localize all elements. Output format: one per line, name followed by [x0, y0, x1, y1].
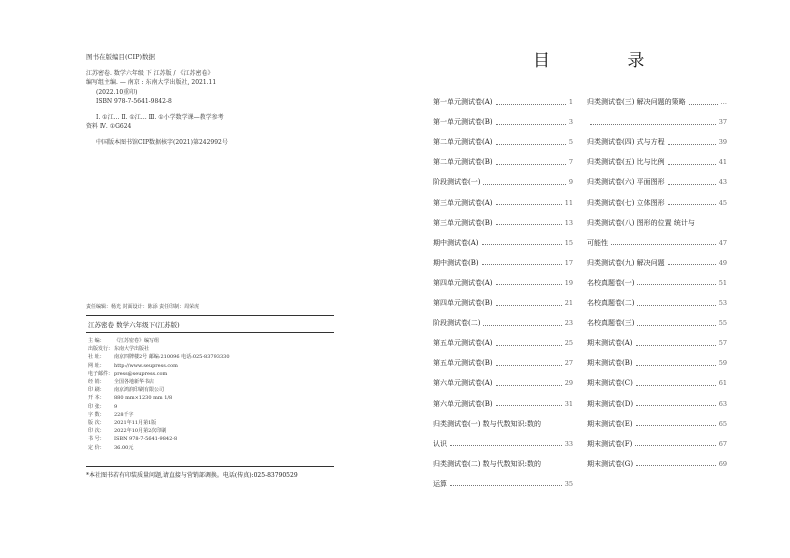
cip-line: ISBN 978-7-5641-9842-8 [96, 98, 172, 105]
toc-leader [496, 164, 566, 165]
toc-entry[interactable] [587, 95, 727, 109]
detail-label: 主 编： [88, 338, 105, 344]
toc-entry-title: 期末测试卷(A) [587, 339, 633, 348]
toc-entry-title: 期末测试卷(D) [587, 399, 634, 408]
toc-page-number: 69 [718, 459, 727, 468]
divider [86, 466, 334, 467]
detail-label: 开 本： [88, 395, 105, 402]
toc-entry-title: 第六单元测试卷(B) [433, 399, 493, 408]
toc-entry[interactable] [587, 296, 727, 310]
toc-entry[interactable] [587, 397, 727, 411]
detail-label: 印 次： [88, 428, 105, 435]
detail-value: 36.00元 [114, 444, 134, 451]
toc-leader [496, 204, 562, 205]
toc-page-number: 25 [564, 339, 573, 348]
toc-entry-title: 期末测试卷(G) [587, 459, 634, 468]
toc-entry[interactable] [587, 376, 727, 390]
cip-library-record: 中国版本图书馆CIP数据核字(2021)第242992号 [96, 138, 228, 146]
toc-entry-title: 认识 [433, 439, 447, 448]
divider [86, 332, 334, 333]
detail-value: 《江苏密卷》编写组 [114, 338, 160, 344]
detail-label: 印 刷： [88, 387, 105, 394]
toc-page-number: 39 [718, 138, 727, 147]
toc-page-number: 55 [718, 319, 727, 328]
toc-entry-title: 期中测试卷(A) [433, 238, 479, 247]
detail-value: 东南大学出版社 [114, 346, 150, 353]
detail-value: ISBN 978-7-5641-9842-8 [114, 436, 178, 443]
toc-entry[interactable] [587, 236, 727, 250]
detail-value: 南京鸿润印刷有限公司 [114, 387, 165, 394]
toc-entry-title: 归类测试卷(六) 平面图形 [587, 178, 665, 187]
toc-page-number: 13 [564, 218, 573, 227]
toc-entry-title: 第二单元测试卷(B) [433, 158, 493, 167]
toc-page-number: 63 [718, 399, 727, 408]
toc-entry-title: 第三单元测试卷(A) [433, 198, 493, 207]
detail-value: 228千字 [114, 411, 134, 418]
toc-leader [611, 244, 716, 245]
cip-classification: 资料 Ⅳ. ①G624 [86, 123, 132, 130]
toc-page-number: 3 [568, 118, 573, 127]
detail-value: 2021年11月第1版 [114, 420, 157, 427]
detail-row [88, 435, 230, 443]
toc-page-number: 47 [718, 238, 727, 247]
toc-leader [482, 244, 562, 245]
toc-entry-title: 期中测试卷(B) [433, 258, 479, 267]
toc-entry[interactable] [587, 216, 727, 230]
detail-row [88, 337, 230, 345]
toc-page-number: 19 [564, 278, 573, 287]
toc-entry-title: 第五单元测试卷(B) [433, 359, 493, 368]
toc-page-number: 21 [564, 299, 573, 307]
toc-page-number: 59 [718, 359, 727, 368]
toc-entry-title: 归类测试卷(二) 数与代数知识:数的 [433, 459, 542, 468]
toc-entry[interactable] [587, 336, 727, 350]
toc-leader [668, 264, 716, 265]
detail-row [88, 378, 230, 386]
detail-row [88, 394, 230, 402]
detail-row [88, 427, 230, 435]
detail-label: 电子邮件： [88, 370, 114, 377]
toc-entry[interactable] [433, 437, 573, 451]
toc-entry[interactable] [587, 115, 727, 129]
toc-entry[interactable] [587, 356, 727, 370]
toc-leader [450, 485, 562, 486]
detail-row [88, 403, 230, 411]
detail-row [88, 419, 230, 427]
detail-value: http://www.seupress.com [114, 362, 178, 369]
toc-leader [635, 445, 715, 446]
toc-entry[interactable] [433, 457, 573, 471]
toc-entry[interactable] [587, 457, 727, 471]
toc-entry-title: 归类测试卷(九) 解决问题 [587, 258, 665, 267]
editor-credits: 责任编辑：杨光 封面设计：陈添 责任印制：周荣虎 [86, 304, 200, 310]
toc-entry-title: 第二单元测试卷(A) [433, 138, 493, 147]
toc-entry[interactable] [433, 417, 573, 431]
toc-entry-title: 期末测试卷(E) [587, 419, 633, 428]
detail-row [88, 345, 230, 353]
toc-entry[interactable] [433, 336, 573, 350]
toc-entry-title: 第四单元测试卷(A) [433, 278, 493, 287]
toc-entry[interactable] [433, 135, 573, 149]
detail-label: 社 址： [88, 354, 105, 361]
toc-page-number: 53 [718, 299, 727, 307]
toc-entry-title: 归类测试卷(三) 解决问题的策略 [587, 98, 686, 106]
detail-label: 印 张： [88, 403, 105, 410]
toc-page-number: 35 [564, 479, 573, 488]
toc-leader [496, 405, 562, 406]
cip-line: 江苏密卷. 数学六年级 下 江苏版 / 《江苏密卷》 [86, 69, 214, 77]
toc-page-number: 5 [568, 138, 573, 147]
toc-leader [496, 345, 562, 346]
toc-leader [637, 284, 715, 285]
toc-entry[interactable] [587, 437, 727, 451]
toc-page-number: 15 [564, 238, 573, 247]
toc-page-number: 27 [564, 359, 573, 368]
toc-page-number: 57 [718, 339, 727, 348]
toc-page-number: 65 [718, 419, 727, 428]
detail-value: 全国各地新华书店 [114, 379, 155, 386]
toc-leader [668, 144, 716, 145]
detail-row [88, 411, 230, 419]
toc-entry-title: 名校真题卷(二) [587, 299, 635, 307]
quality-notice: *本社图书若有印装质量问题,请直接与营销部调换。电话(传真):025-83790529 [86, 472, 298, 479]
detail-label: 版 次： [88, 420, 105, 427]
toc-entry[interactable] [433, 316, 573, 330]
toc-entry-title: 期末测试卷(F) [587, 439, 633, 448]
toc-entry-title: 期末测试卷(C) [587, 379, 633, 388]
toc-entry-title: 第五单元测试卷(A) [433, 339, 493, 348]
toc-entry-title: 第一单元测试卷(A) [433, 98, 493, 106]
toc-entry-title: 名校真题卷(三) [587, 319, 635, 328]
publication-details [88, 337, 230, 452]
toc-entry-title: 期末测试卷(B) [587, 359, 633, 368]
detail-label: 定 价： [88, 444, 105, 451]
toc-entry[interactable] [587, 417, 727, 431]
toc-leader [483, 184, 565, 185]
toc-leader [496, 284, 562, 285]
toc-leader [636, 405, 716, 406]
detail-row [88, 353, 230, 361]
toc-page-number: 7 [568, 158, 573, 167]
toc-entry[interactable] [433, 115, 573, 129]
toc-leader [668, 184, 716, 185]
toc-leader [496, 144, 566, 145]
toc-leader [636, 425, 716, 426]
toc-title: 目 录 [533, 51, 681, 71]
toc-page-number: 41 [718, 158, 727, 167]
detail-label: 网 址： [88, 362, 105, 369]
toc-entry[interactable] [433, 155, 573, 169]
toc-entry[interactable] [433, 196, 573, 210]
toc-entry[interactable] [433, 477, 573, 491]
toc-leader [636, 345, 716, 346]
toc-leader [496, 385, 562, 386]
toc-entry[interactable] [433, 175, 573, 189]
toc-leader [483, 325, 561, 326]
detail-row [88, 362, 230, 370]
toc-entry[interactable] [433, 236, 573, 250]
toc-leader [450, 445, 562, 446]
toc-page-number: 33 [564, 439, 573, 448]
toc-entry-title: 可能性 [587, 238, 608, 247]
toc-leader [637, 325, 715, 326]
divider [86, 315, 334, 316]
detail-row [88, 386, 230, 394]
detail-row [88, 444, 230, 452]
toc-entry[interactable] [433, 356, 573, 370]
toc-page-number: 23 [564, 319, 573, 328]
toc-entry-title: 归类测试卷(八) 图形的位置 统计与 [587, 218, 695, 227]
detail-row [88, 370, 230, 378]
toc-page-number: 31 [564, 399, 573, 408]
detail-label: 经 销： [88, 379, 105, 386]
toc-entry-title: 归类测试卷(七) 立体图形 [587, 198, 665, 207]
toc-entry-title: 阶段测试卷(一) [433, 178, 481, 187]
toc-page-number: … [720, 98, 727, 106]
toc-leader [636, 365, 716, 366]
cip-line: (2022.10重印) [96, 88, 138, 96]
toc-leader [590, 124, 716, 125]
toc-entry-title: 第一单元测试卷(B) [433, 118, 493, 127]
toc-leader [636, 465, 716, 466]
toc-entry[interactable] [587, 256, 727, 270]
cip-classification: Ⅰ. ①江… Ⅱ. ①江… Ⅲ. ①小学数学课—教学参考 [96, 113, 224, 121]
toc-page-number: 49 [718, 258, 727, 267]
detail-value: 2022年10月第2次印刷 [114, 428, 167, 435]
toc-entry[interactable] [587, 316, 727, 330]
detail-value: 南京四牌楼2号 邮编:210096 电话:025-83793330 [114, 354, 230, 361]
toc-entry[interactable] [587, 175, 727, 189]
toc-entry[interactable] [587, 155, 727, 169]
toc-entry-title: 归类测试卷(四) 式与方程 [587, 138, 665, 147]
detail-value: press@seupress.com [114, 370, 168, 377]
detail-label: 出版发行： [88, 346, 114, 353]
toc-entry[interactable] [433, 276, 573, 290]
toc-leader [689, 104, 718, 105]
cip-title: 图书在版编目(CIP)数据 [86, 53, 155, 61]
toc-leader [496, 104, 566, 105]
toc-page-number: 29 [564, 379, 573, 388]
cip-block [86, 53, 296, 147]
toc-page-number: 37 [718, 118, 727, 127]
toc-page-number: 45 [718, 198, 727, 207]
toc-entry[interactable] [587, 135, 727, 149]
toc-page-number: 17 [564, 258, 573, 267]
toc-entry[interactable] [433, 376, 573, 390]
toc-entry[interactable] [587, 276, 727, 290]
toc-entry[interactable] [433, 216, 573, 230]
detail-value: 9 [114, 403, 118, 410]
toc-page-number: 1 [568, 98, 573, 106]
cip-line: 编写组主编. — 南京 : 东南大学出版社, 2021.11 [86, 79, 217, 86]
toc-page-number: 11 [564, 198, 573, 207]
toc-leader [637, 305, 715, 306]
book-title: 江苏密卷 数学六年级下(江苏版) [88, 321, 180, 329]
toc-entry[interactable] [587, 196, 727, 210]
toc-leader [482, 264, 562, 265]
toc-entry-title: 第六单元测试卷(A) [433, 379, 493, 388]
toc-leader [668, 204, 716, 205]
toc-entry-title: 第四单元测试卷(B) [433, 299, 493, 307]
toc-entry[interactable] [433, 95, 573, 109]
toc-entry[interactable] [433, 397, 573, 411]
toc-entry-title: 运算 [433, 479, 447, 488]
toc-page-number: 43 [718, 178, 727, 187]
toc-entry-title: 第三单元测试卷(B) [433, 218, 493, 227]
toc-page-number: 51 [718, 278, 727, 287]
toc-page [395, 0, 790, 558]
toc-page-number: 67 [718, 439, 727, 448]
toc-leader [496, 224, 562, 225]
detail-value: 880 mm×1230 mm 1/8 [114, 395, 173, 402]
toc-entry[interactable] [433, 296, 573, 310]
detail-label: 书 号： [88, 436, 105, 443]
toc-leader [668, 164, 716, 165]
toc-entry-title: 归类测试卷(五) 比与比例 [587, 158, 665, 167]
detail-label: 字 数： [88, 411, 105, 418]
toc-page-number: 61 [718, 379, 727, 388]
toc-page-number: 9 [568, 178, 573, 187]
toc-leader [496, 305, 562, 306]
toc-leader [636, 385, 716, 386]
toc-leader [496, 124, 566, 125]
toc-entry-title: 阶段测试卷(二) [433, 319, 481, 328]
toc-entry-title: 名校真题卷(一) [587, 278, 635, 287]
toc-entry[interactable] [433, 256, 573, 270]
toc-entry-title: 归类测试卷(一) 数与代数知识:数的 [433, 419, 542, 428]
toc-leader [496, 365, 562, 366]
